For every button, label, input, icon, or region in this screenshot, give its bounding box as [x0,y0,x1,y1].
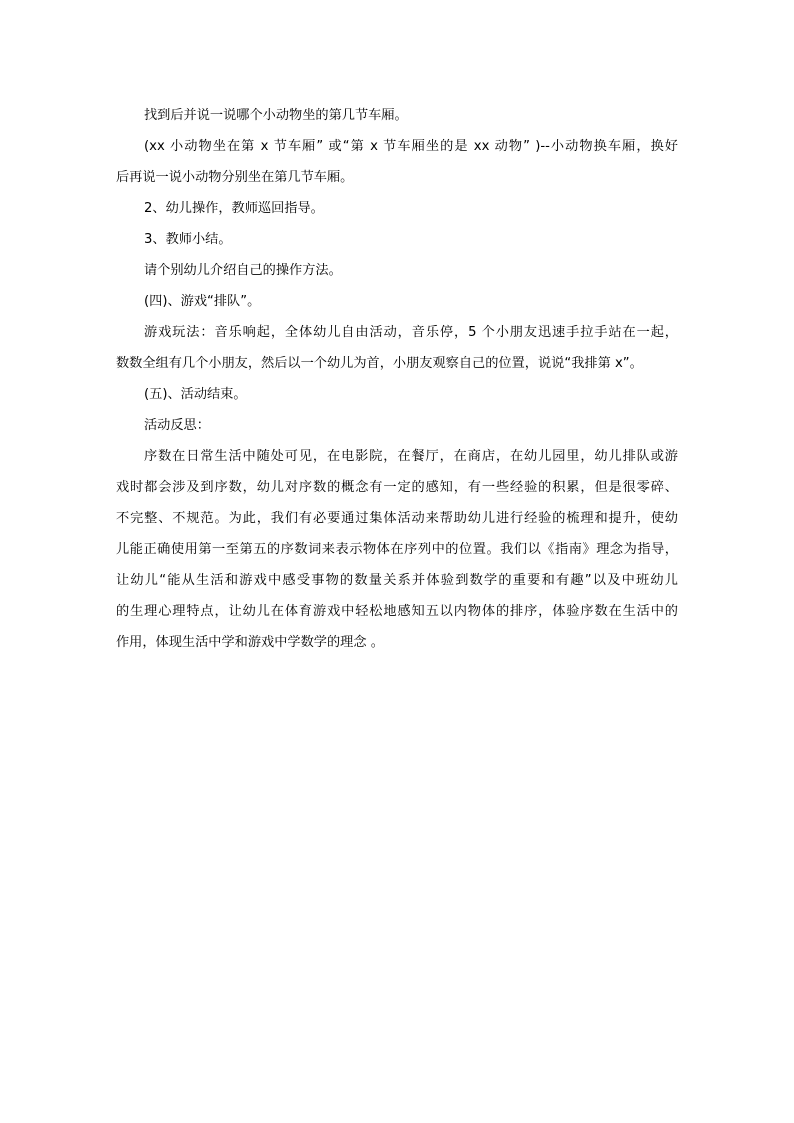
text-line: 2、幼儿操作，教师巡回指导。 [144,201,324,216]
text-line: 找到后并说一说哪个小动物坐的第几节车厢。 [144,108,408,123]
text-line: 的生理心理特点，让幼儿在体育游戏中轻松地感知五以内物体的排序，体验序数在生活中的 [116,604,678,619]
text-line: 3、教师小结。 [144,232,232,247]
section-heading: (四)、游戏“排队”。 [144,294,261,309]
paragraph [116,131,678,193]
paragraph [116,441,678,658]
text-line: 序数在日常生活中随处可见，在电影院，在餐厅，在商店，在幼儿园里，幼儿排队或游 [144,449,678,464]
text-line: 请个别幼儿介绍自己的操作方法。 [144,263,342,278]
section-heading: 活动反思： [144,418,210,433]
document-body [116,100,678,658]
text-line: 不完整、不规范。为此，我们有必要通过集体活动来帮助幼儿进行经验的梳理和提升，使幼 [116,511,678,526]
text-line: 游戏玩法：音乐响起，全体幼儿自由活动，音乐停，5 个小朋友迅速手拉手站在一起， [144,325,678,340]
text-line: 作用，体现生活中学和游戏中学数学的理念 。 [116,635,384,650]
text-line: 儿能正确使用第一至第五的序数词来表示物体在序列中的位置。我们以《指南》理念为指导， [116,542,678,557]
text-line: 戏时都会涉及到序数，幼儿对序数的概念有一定的感知，有一些经验的积累，但是很零碎、 [116,480,678,495]
text-line: 让幼儿“能从生活和游戏中感受事物的数量关系并体验到数学的重要和有趣”以及中班幼儿 [116,573,678,588]
section-heading: (五)、活动结束。 [144,387,247,402]
text-line: 数数全组有几个小朋友，然后以一个幼儿为首，小朋友观察自己的位置，说说“我排第 x”。 [116,356,643,371]
paragraph [116,317,678,379]
text-line: (xx 小动物坐在第 x 节车厢” 或“第 x 节车厢坐的是 xx 动物” )--小动物换车厢，换好 [144,139,678,154]
text-line: 后再说一说小动物分别坐在第几节车厢。 [116,170,354,185]
